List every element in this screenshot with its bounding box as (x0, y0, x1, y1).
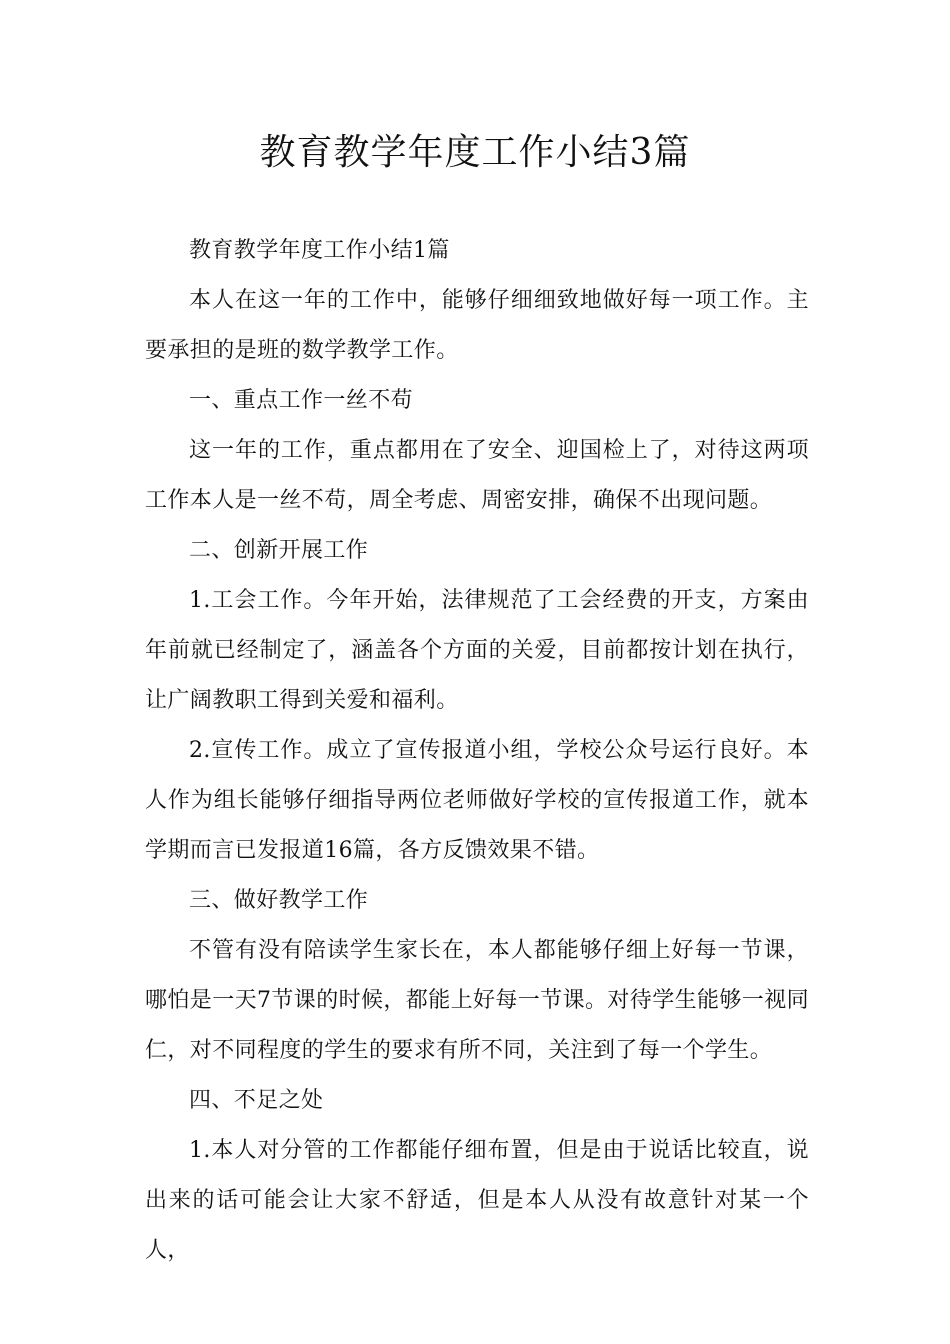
section-heading: 四、不足之处 (189, 1088, 324, 1113)
paragraph: 1.工会工作。今年开始，法律规范了工会经费的开支，方案由年前就已经制定了，涵盖各个方面的关爱，目前都按计划在执行，让广阔教职工得到关爱和福利。 (145, 588, 809, 713)
paragraph: 这一年的工作，重点都用在了安全、迎国检上了，对待这两项工作本人是一丝不苟，周全考虑、周密安排，确保不出现问题。 (145, 438, 809, 513)
paragraph: 本人在这一年的工作中，能够仔细细致地做好每一项工作。主要承担的是班的数学教学工作。 (145, 288, 809, 363)
paragraph: 不管有没有陪读学生家长在，本人都能够仔细上好每一节课，哪怕是一天7节课的时候，都能上好每一节课。对待学生能够一视同仁，对不同程度的学生的要求有所不同，关注到了每一个学生。 (145, 938, 809, 1063)
section-heading: 一、重点工作一丝不苟 (189, 388, 414, 413)
document-body (145, 226, 809, 1276)
section-heading: 三、做好教学工作 (189, 888, 369, 913)
section-heading: 教育教学年度工作小结1篇 (189, 238, 450, 263)
paragraph: 1.本人对分管的工作都能仔细布置，但是由于说话比较直，说出来的话可能会让大家不舒适，但是本人从没有故意针对某一个人， (145, 1138, 809, 1263)
section-heading: 二、创新开展工作 (189, 538, 369, 563)
document-title: 教育教学年度工作小结3篇 (259, 132, 691, 173)
paragraph: 2.宣传工作。成立了宣传报道小组，学校公众号运行良好。本人作为组长能够仔细指导两位老师做好学校的宣传报道工作，就本学期而言已发报道16篇，各方反馈效果不错。 (145, 738, 809, 863)
